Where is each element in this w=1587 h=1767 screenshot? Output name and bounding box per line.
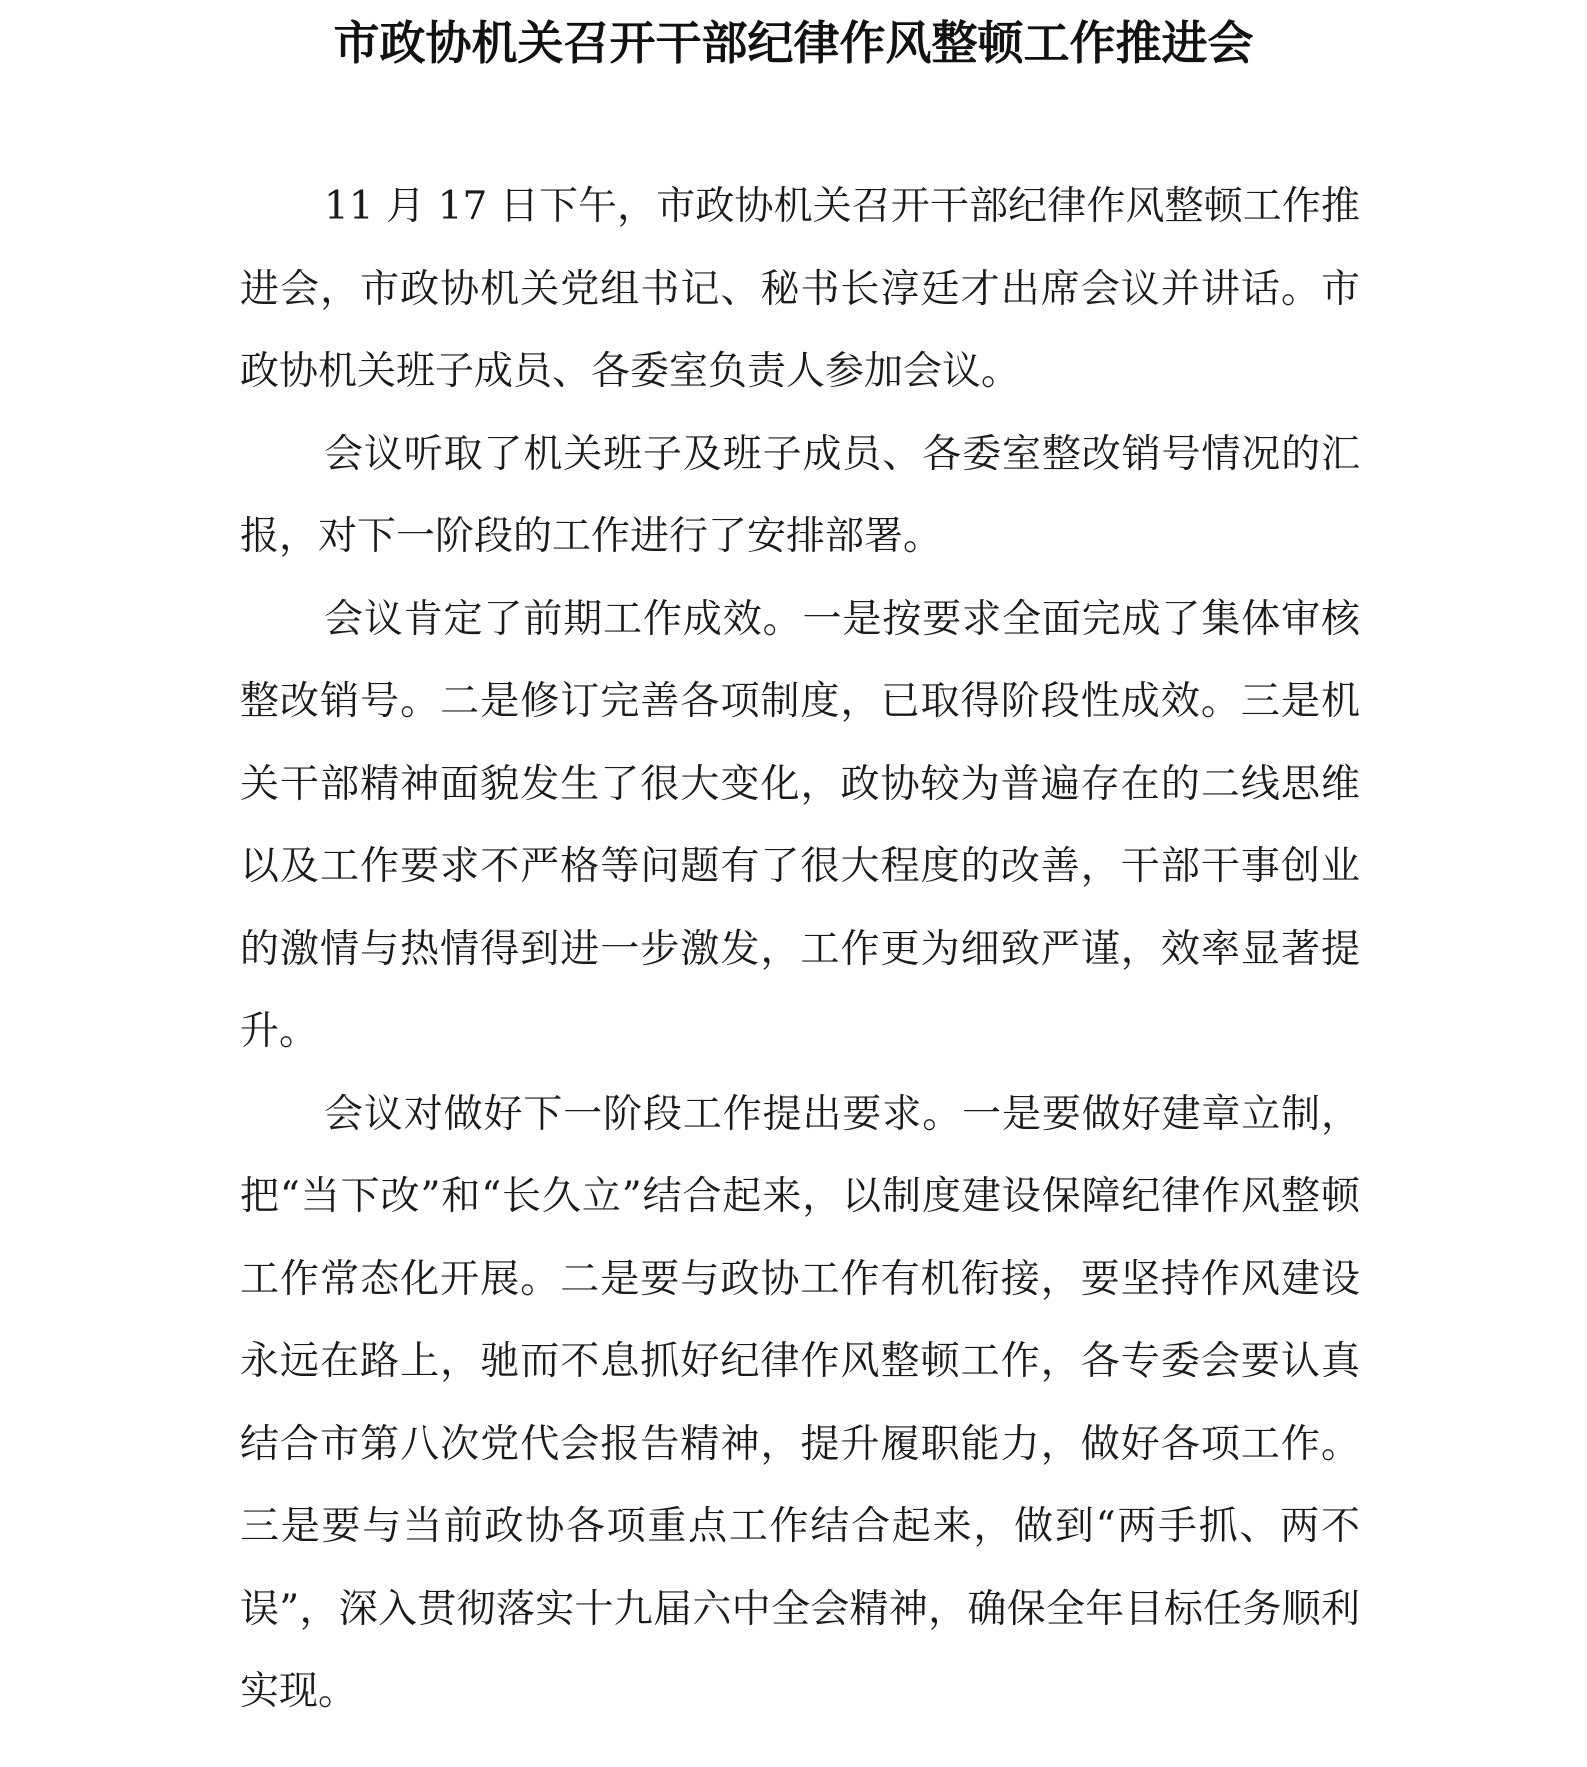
paragraph-achievements: 会议肯定了前期工作成效。一是按要求全面完成了集体审核整改销号。二是修订完善各项制度，已取得阶段性成效。三是机关干部精神面貌发生了很大变化，政协较为普遍存在的二线思维以及工作要求不严格等问题有了很大程度的改善，干部干事创业的激情与热情得到进一步激发，工作更为细致严谨，效率显著提升。	[240, 596, 1360, 1054]
paragraph-meeting-intro: 11 月 17 日下午，市政协机关召开干部纪律作风整顿工作推进会，市政协机关党组书记、秘书长淳廷才出席会议并讲话。市政协机关班子成员、各委室负责人参加会议。	[240, 184, 1360, 394]
paragraph-requirements: 会议对做好下一阶段工作提出要求。一是要做好建章立制，把“当下改”和“长久立”结合起来，以制度建设保障纪律作风整顿工作常态化开展。二是要与政协工作有机衔接，要坚持作风建设永远在路上，驰而不息抓好纪律作风整顿工作，各专委会要认真结合市第八次党代会报告精神，提升履职能力，做好各项工作。三是要与当前政协各项重点工作结合起来，做到“两手抓、两不误”，深入贯彻落实十九届六中全会精神，确保全年目标任务顺利实现。	[240, 1091, 1360, 1714]
document-body	[240, 166, 1360, 1734]
document-title: 市政协机关召开干部纪律作风整顿工作推进会	[333, 16, 1254, 70]
paragraph-reports: 会议听取了机关班子及班子成员、各委室整改销号情况的汇报，对下一阶段的工作进行了安排部署。	[240, 431, 1360, 559]
